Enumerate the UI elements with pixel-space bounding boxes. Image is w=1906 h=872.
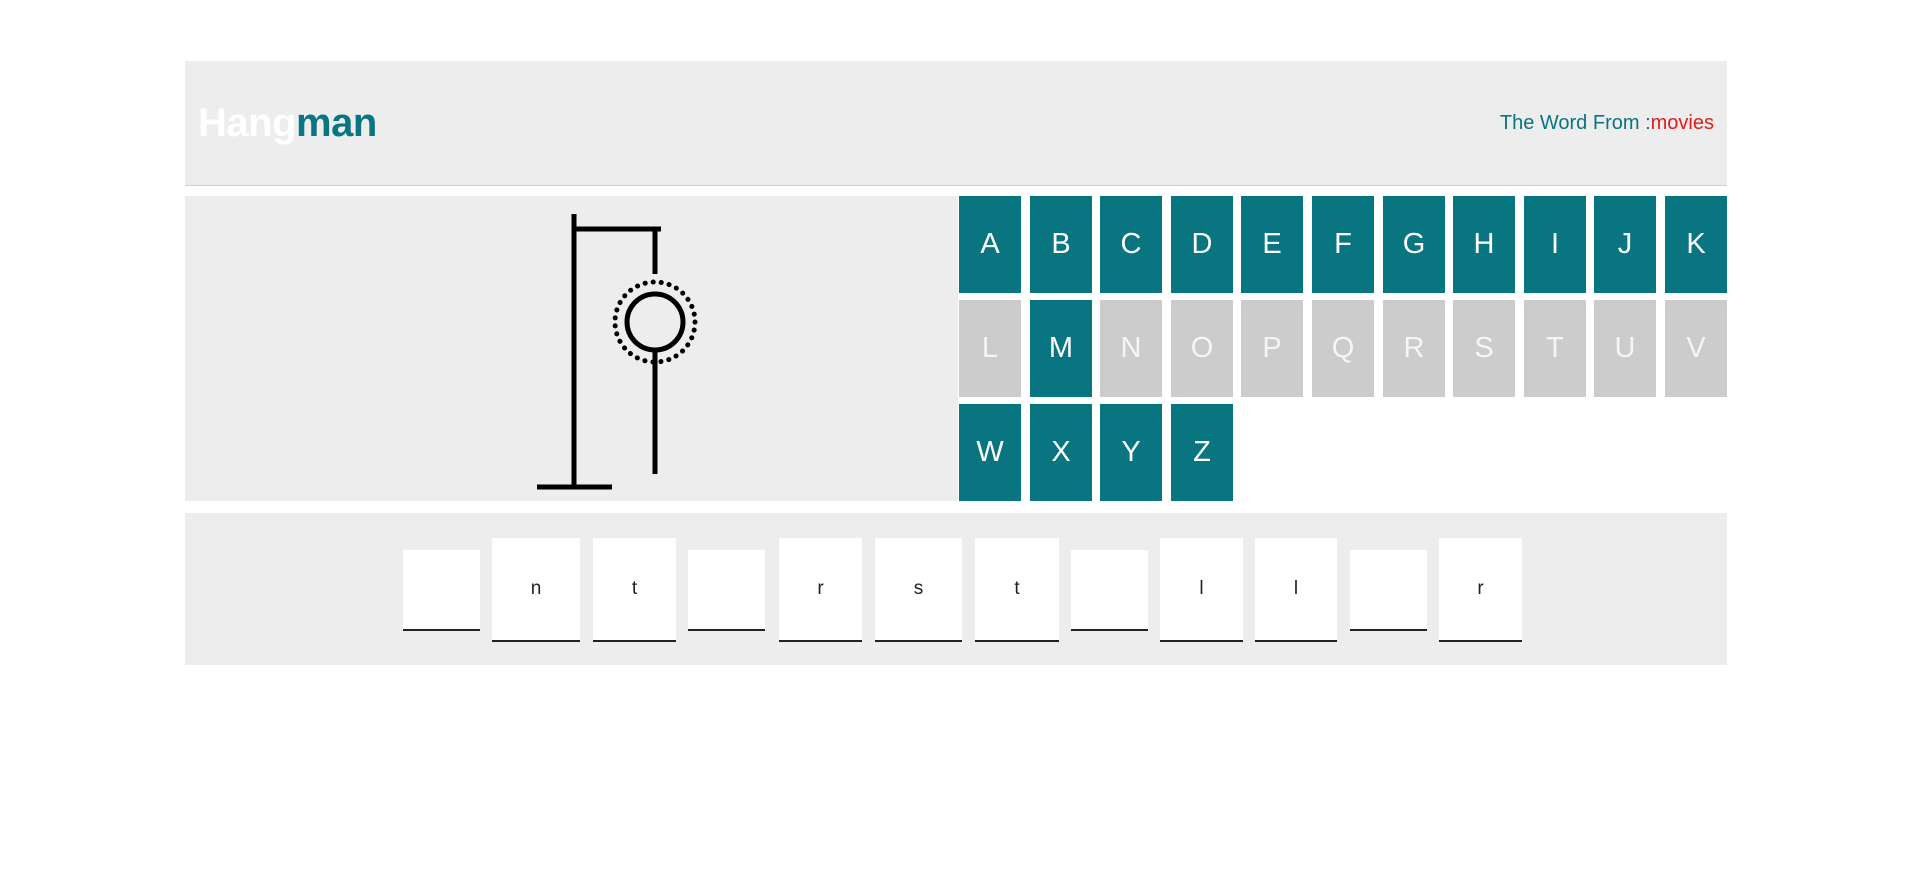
hangman-drawing — [185, 196, 958, 501]
letter-key-e[interactable]: E — [1241, 196, 1303, 293]
word-category — [1500, 111, 1714, 135]
letter-key-l[interactable]: L — [959, 300, 1021, 397]
hangman-head — [627, 294, 683, 350]
letter-slot — [1350, 550, 1427, 631]
game-container — [185, 61, 1727, 665]
logo-part-man: man — [296, 101, 377, 145]
letter-key-n[interactable]: N — [1100, 300, 1162, 397]
letter-slot: r — [779, 538, 862, 642]
letter-key-c[interactable]: C — [1100, 196, 1162, 293]
letter-key-q[interactable]: Q — [1312, 300, 1374, 397]
letter-key-k[interactable]: K — [1665, 196, 1727, 293]
letter-key-i[interactable]: I — [1524, 196, 1586, 293]
letter-keyboard — [959, 196, 1727, 501]
letter-key-p[interactable]: P — [1241, 300, 1303, 397]
hangman-drawing-area — [185, 196, 958, 501]
letter-key-y[interactable]: Y — [1100, 404, 1162, 501]
letter-key-f[interactable]: F — [1312, 196, 1374, 293]
logo-part-hang: Hang — [198, 101, 296, 145]
letter-slot: l — [1255, 538, 1337, 642]
letter-key-h[interactable]: H — [1453, 196, 1515, 293]
letter-key-u[interactable]: U — [1594, 300, 1656, 397]
letter-slot: t — [593, 538, 676, 642]
letter-slot: r — [1439, 538, 1522, 642]
letter-slot: l — [1160, 538, 1243, 642]
word-from-label: The Word From : — [1499, 112, 1651, 134]
letter-key-g[interactable]: G — [1383, 196, 1445, 293]
logo — [198, 99, 377, 147]
letter-key-x[interactable]: X — [1030, 404, 1092, 501]
letter-slot: t — [975, 538, 1059, 642]
letter-key-b[interactable]: B — [1030, 196, 1092, 293]
letter-key-j[interactable]: J — [1594, 196, 1656, 293]
letter-key-w[interactable]: W — [959, 404, 1021, 501]
letter-key-t[interactable]: T — [1524, 300, 1586, 397]
word-display — [185, 513, 1727, 665]
letter-slot: s — [875, 538, 962, 642]
letter-slot: n — [492, 538, 580, 642]
letter-key-v[interactable]: V — [1665, 300, 1727, 397]
letter-key-s[interactable]: S — [1453, 300, 1515, 397]
letter-key-r[interactable]: R — [1383, 300, 1445, 397]
header — [185, 61, 1727, 186]
letter-key-d[interactable]: D — [1171, 196, 1233, 293]
game-board — [185, 196, 1727, 501]
letter-slot — [1071, 550, 1148, 631]
letter-key-o[interactable]: O — [1171, 300, 1233, 397]
letter-slot — [403, 550, 480, 631]
letter-key-z[interactable]: Z — [1171, 404, 1233, 501]
category-value: movies — [1650, 112, 1714, 134]
letter-key-a[interactable]: A — [959, 196, 1021, 293]
letter-key-m[interactable]: M — [1030, 300, 1092, 397]
letter-slot — [688, 550, 765, 631]
